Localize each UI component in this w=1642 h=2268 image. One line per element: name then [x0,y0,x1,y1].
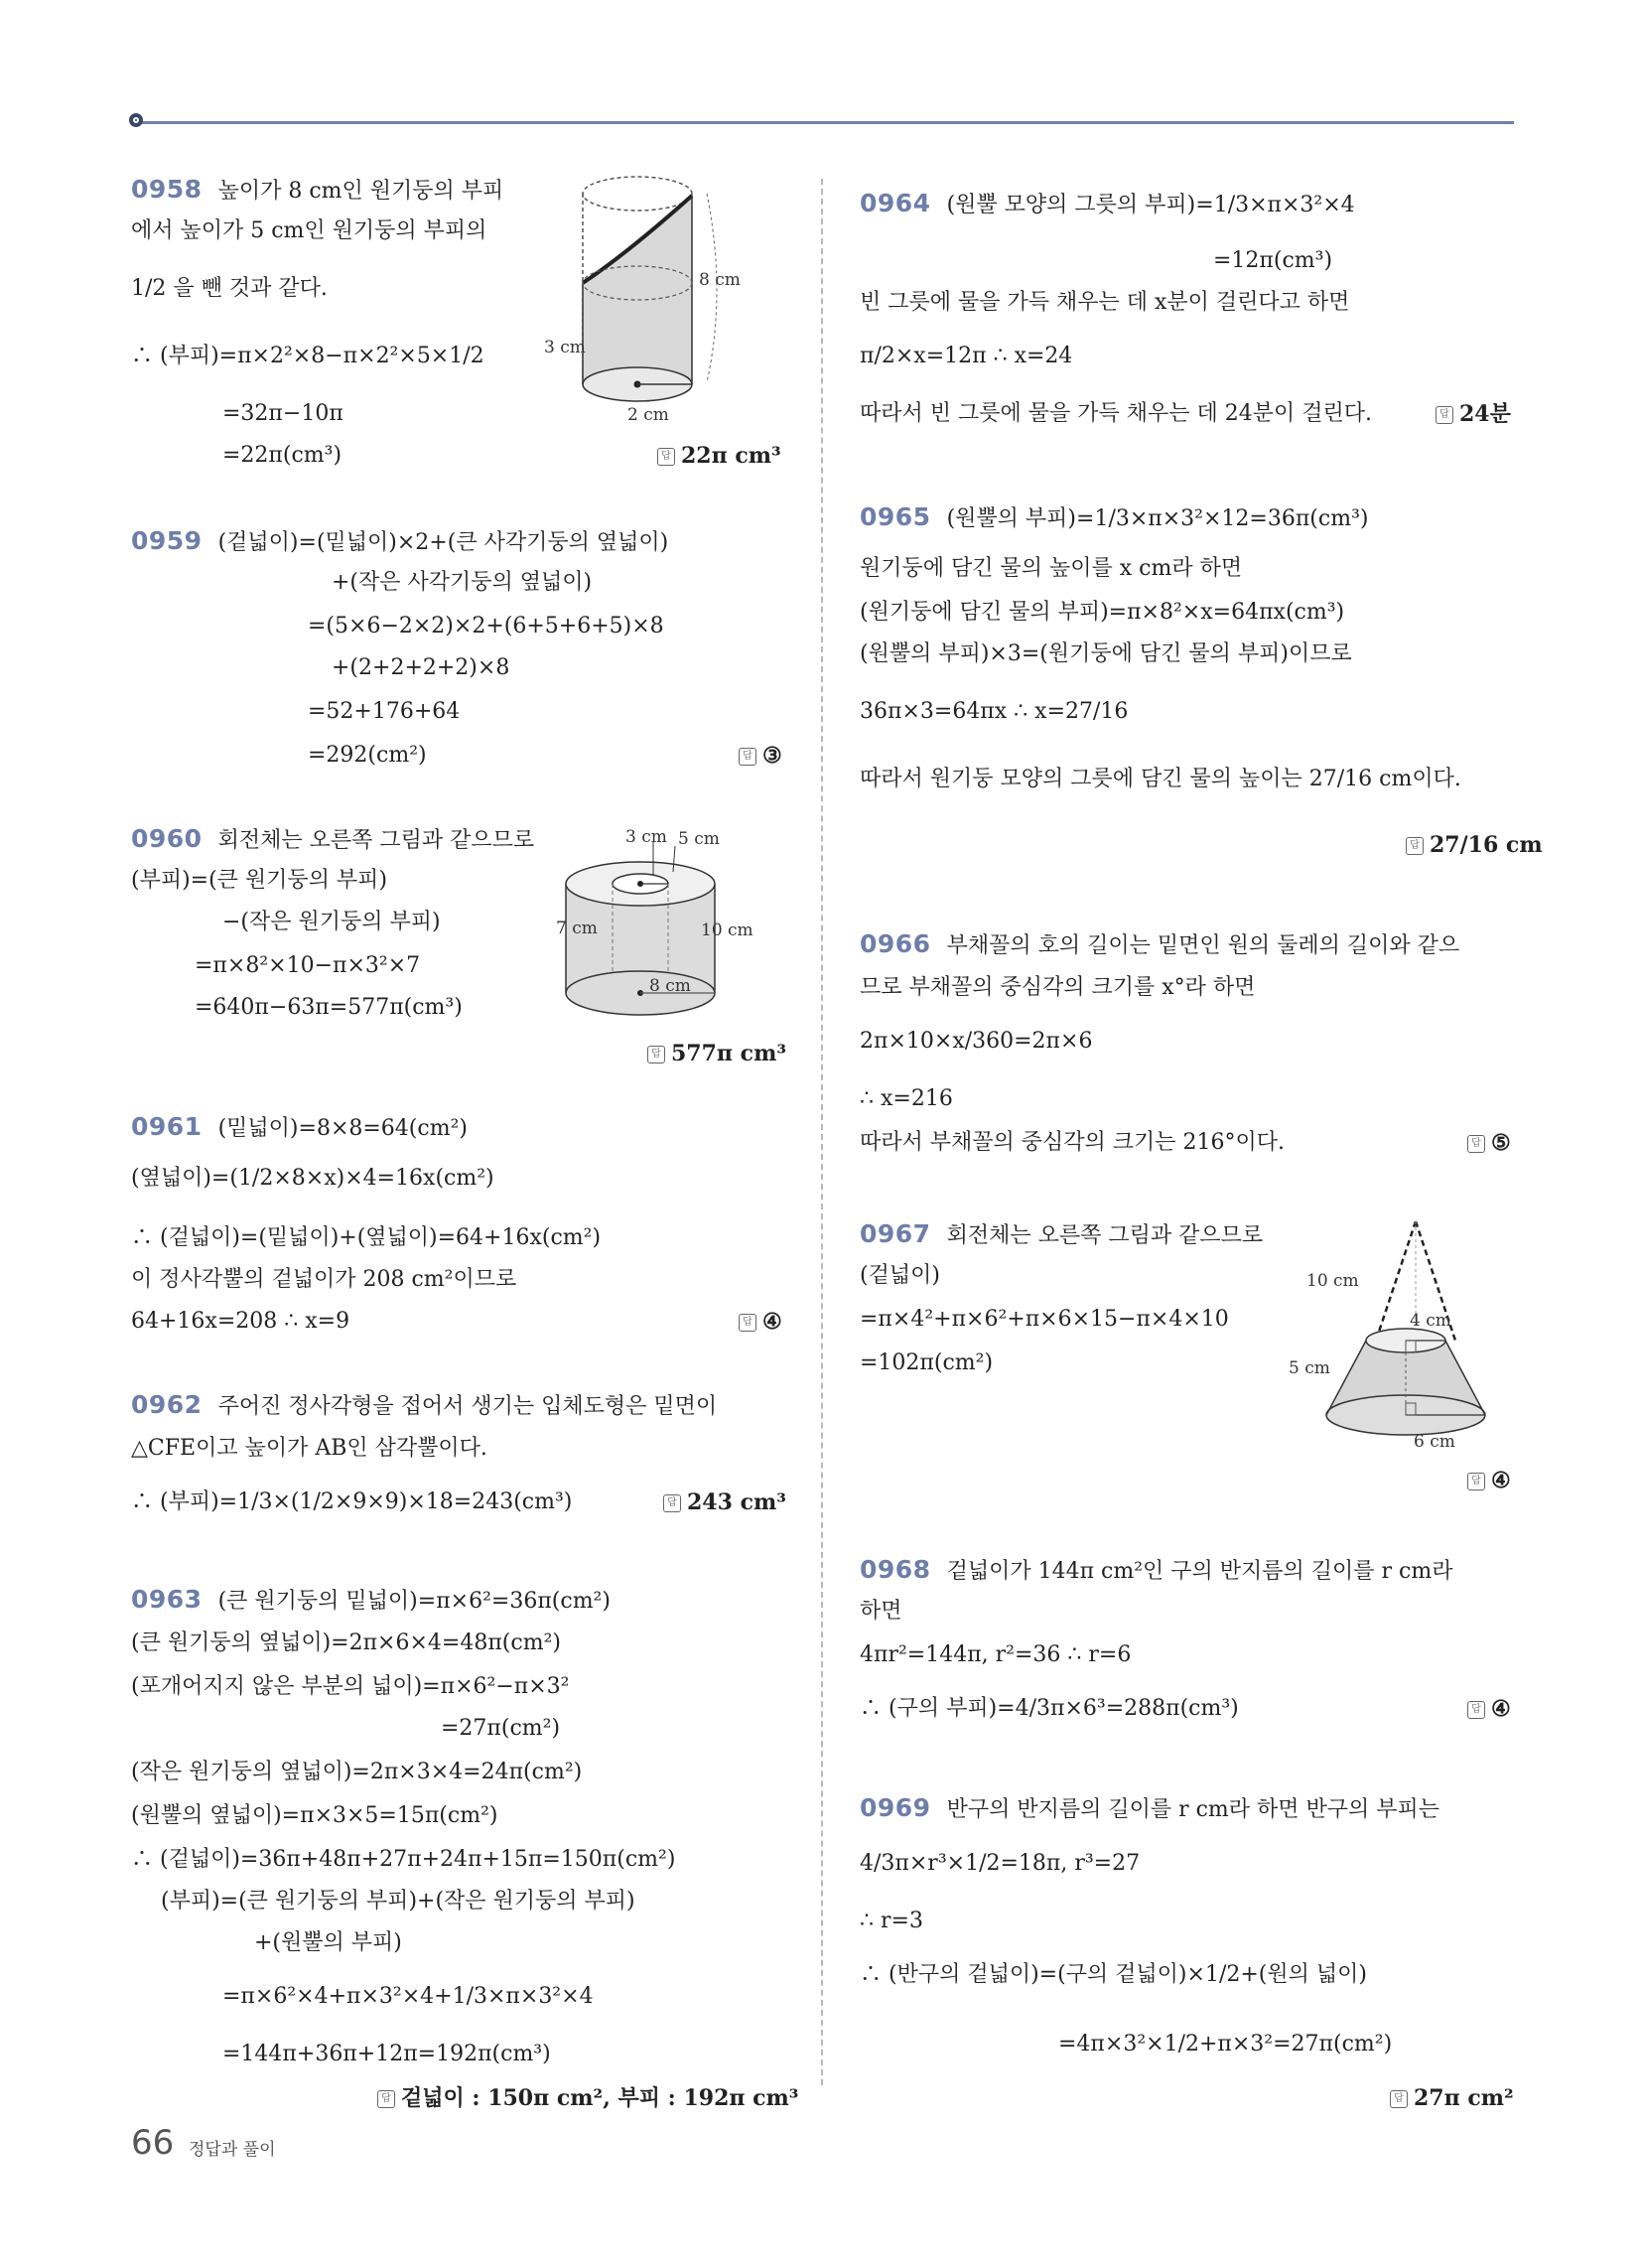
solution-line: =π×4²+π×6²+π×6×15−π×4×10 [860,1307,1229,1332]
solution-line: (작은 원기둥의 옆넓이)=2π×3×4=24π(cm²) [131,1760,583,1784]
problem-number: 0960 [131,824,203,853]
solution-line: 에서 높이가 5 cm인 원기둥의 부피의 [131,218,487,243]
solution-line: 겉넓이가 144π cm²인 구의 반지름의 길이를 r cm라 [946,1559,1453,1584]
figure-label: 5 cm [678,829,720,849]
solution-line: 빈 그릇에 물을 가득 채우는 데 x분이 걸린다고 하면 [860,290,1350,315]
solution-line: (겉넓이) [860,1263,940,1288]
solution-line: π/2×x=12π ∴ x=24 [860,344,1073,368]
figure-label: 10 cm [1306,1271,1359,1291]
problem-number: 0968 [860,1555,931,1584]
problem-number: 0964 [860,189,931,217]
problem-number: 0963 [131,1585,203,1614]
solution-line: =144π+36π+12π=192π(cm³) [222,2042,551,2066]
solution-line: =(5×6−2×2)×2+(6+5+6+5)×8 [308,614,664,638]
solution-line: 회전체는 오른쪽 그림과 같으므로 [946,1223,1264,1248]
solution-line: (원뿔의 부피)×3=(원기둥에 담긴 물의 부피)이므로 [860,641,1352,666]
answer-0965: 답 27/16 cm [1406,830,1543,860]
header-bullet-icon [129,113,143,127]
figure-label: 3 cm [625,827,667,847]
solution-line: 따라서 원기둥 모양의 그릇에 담긴 물의 높이는 27/16 cm이다. [860,767,1461,791]
answer-mark-icon: 답 [1436,406,1453,424]
solution-line: (원뿔의 옆넓이)=π×3×5=15π(cm²) [131,1803,498,1828]
figure-label: 8 cm [649,976,691,996]
answer-0966: 답 ⑤ [1467,1128,1511,1158]
solution-line: 따라서 부채꼴의 중심각의 크기는 216°이다. [860,1130,1285,1155]
solution-line: 회전체는 오른쪽 그림과 같으므로 [217,828,535,853]
solution-line: (부피)=(큰 원기둥의 부피) [131,868,388,893]
solution-line: =π×8²×10−π×3²×7 [195,953,421,978]
solution-line: =π×6²×4+π×3²×4+1/3×π×3²×4 [222,1984,594,2009]
solution-line: =102π(cm²) [860,1350,994,1375]
page-number: 66 [131,2123,175,2163]
solution-line: =32π−10π [222,401,343,426]
solution-line: =640π−63π=577π(cm³) [195,995,463,1020]
solution-line: (큰 원기둥의 밑넓이)=π×6²=36π(cm²) [217,1589,611,1614]
solution-line: 므로 부채꼴의 중심각의 크기를 x°라 하면 [860,975,1256,1000]
answer-mark-icon: 답 [739,1314,756,1332]
solution-line: 반구의 반지름의 길이를 r cm라 하면 반구의 부피는 [946,1797,1440,1822]
figure-label: 8 cm [699,270,741,290]
solution-line: ∴ x=216 [860,1086,953,1111]
solution-line: 4/3π×r³×1/2=18π, r³=27 [860,1851,1141,1876]
solution-line: ∴ (구의 부피)=4/3π×6³=288π(cm³) [860,1696,1239,1721]
answer-0963: 답 겉넓이 : 150π cm², 부피 : 192π cm³ [377,2083,798,2113]
solution-line: −(작은 원기둥의 부피) [222,910,441,934]
cut-cylinder-figure [544,174,741,432]
solution-line: (겉넓이)=(밑넓이)×2+(큰 사각기둥의 옆넓이) [217,530,669,555]
solution-line: ∴ (겉넓이)=(밑넓이)+(옆넓이)=64+16x(cm²) [131,1225,602,1250]
solution-line: =4π×3²×1/2+π×3²=27π(cm²) [1058,2032,1393,2056]
solution-line: =292(cm²) [308,743,427,768]
answer-0967: 답 ④ [1467,1466,1511,1495]
solution-line: ∴ r=3 [860,1909,923,1933]
figure-label: 6 cm [1414,1432,1455,1452]
answer-mark-icon: 답 [1467,1473,1485,1490]
hollow-cylinder-figure [556,824,754,1023]
solution-line: +(원뿔의 부피) [254,1930,402,1955]
answer-0959: 답 ③ [739,741,782,771]
solution-line: 따라서 빈 그릇에 물을 가득 채우는 데 24분이 걸린다. [860,401,1372,426]
solution-line: (원기둥에 담긴 물의 부피)=π×8²×x=64πx(cm³) [860,600,1345,625]
column-divider [821,179,823,2085]
figure-label: 3 cm [544,338,586,357]
solution-line: 36π×3=64πx ∴ x=27/16 [860,699,1129,724]
answer-mark-icon: 답 [1406,837,1424,855]
figure-label: 4 cm [1410,1311,1451,1331]
solution-line: (원뿔의 부피)=1/3×π×3²×12=36π(cm³) [946,506,1369,531]
problem-number: 0969 [860,1793,931,1822]
solution-line: (큰 원기둥의 옆넓이)=2π×6×4=48π(cm²) [131,1630,561,1655]
section-title: 정답과 풀이 [189,2140,276,2160]
answer-mark-icon: 답 [1467,1701,1485,1719]
figure-label: 5 cm [1289,1358,1330,1378]
answer-mark-icon: 답 [657,448,675,466]
problem-number: 0966 [860,929,931,958]
solution-line: (포개어지지 않은 부분의 넓이)=π×6²−π×3² [131,1674,570,1699]
solution-line: 4πr²=144π, r²=36 ∴ r=6 [860,1642,1132,1667]
problem-number: 0967 [860,1219,931,1248]
answer-0960: 답 577π cm³ [647,1039,786,1068]
solution-line: 주어진 정사각형을 접어서 생기는 입체도형은 밑면이 [217,1394,718,1419]
solution-line: 하면 [860,1599,902,1624]
solution-line: (원뿔 모양의 그릇의 부피)=1/3×π×3²×4 [946,193,1355,217]
answer-0962: 답 243 cm³ [663,1488,786,1517]
answer-0961: 답 ④ [739,1307,782,1337]
solution-line: 부채꼴의 호의 길이는 밑면인 원의 둘레의 길이와 같으 [946,933,1460,958]
answer-0969: 답 27π cm² [1390,2083,1514,2113]
answer-mark-icon: 답 [1467,1135,1485,1153]
solution-line: ∴ (부피)=1/3×(1/2×9×9)×18=243(cm³) [131,1489,573,1514]
solution-line: =27π(cm²) [441,1716,561,1741]
solution-line: (밑넓이)=8×8=64(cm²) [217,1116,468,1141]
answer-0968: 답 ④ [1467,1694,1511,1724]
answer-mark-icon: 답 [1390,2090,1408,2108]
answer-mark-icon: 답 [377,2090,395,2108]
solution-line: =12π(cm³) [1213,248,1333,273]
problem-number: 0958 [131,175,203,204]
figure-label: 2 cm [627,405,669,425]
solution-line: 1/2 을 뺀 것과 같다. [131,276,328,301]
problem-number: 0961 [131,1112,203,1141]
solution-line: +(2+2+2+2)×8 [332,655,510,680]
figure-label: 10 cm [701,921,753,940]
header-rule [139,121,1514,124]
frustum-figure [1289,1216,1485,1455]
solution-line: 64+16x=208 ∴ x=9 [131,1309,350,1334]
answer-0958: 답 22π cm³ [657,441,781,471]
problem-number: 0959 [131,526,203,555]
solution-line: 원기둥에 담긴 물의 높이를 x cm라 하면 [860,556,1243,581]
solution-line: ∴ (겉넓이)=36π+48π+27π+24π+15π=150π(cm²) [131,1847,676,1872]
answer-mark-icon: 답 [739,748,756,766]
solution-line: 이 정사각뿔의 겉넓이가 208 cm²이므로 [131,1267,517,1292]
answer-mark-icon: 답 [647,1046,665,1063]
solution-line: 2π×10×x/360=2π×6 [860,1029,1093,1054]
problem-number: 0965 [860,502,931,531]
problem-number: 0962 [131,1390,203,1419]
answer-0964: 답 24분 [1436,399,1511,429]
solution-line: +(작은 사각기둥의 옆넓이) [332,570,593,595]
figure-label: 7 cm [556,919,598,938]
solution-line: ∴ (부피)=π×2²×8−π×2²×5×1/2 [131,344,484,368]
solution-line: =52+176+64 [308,699,461,724]
solution-line: ∴ (반구의 겉넓이)=(구의 겉넓이)×1/2+(원의 넓이) [860,1962,1367,1987]
solution-line: =22π(cm³) [222,443,342,468]
solution-line: (옆넓이)=(1/2×8×x)×4=16x(cm²) [131,1166,494,1191]
answer-mark-icon: 답 [663,1494,681,1512]
solution-line: △CFE이고 높이가 AB인 삼각뿔이다. [131,1436,487,1461]
solution-line: (부피)=(큰 원기둥의 부피)+(작은 원기둥의 부피) [161,1889,635,1914]
solution-line: 높이가 8 cm인 원기둥의 부피 [217,179,504,204]
